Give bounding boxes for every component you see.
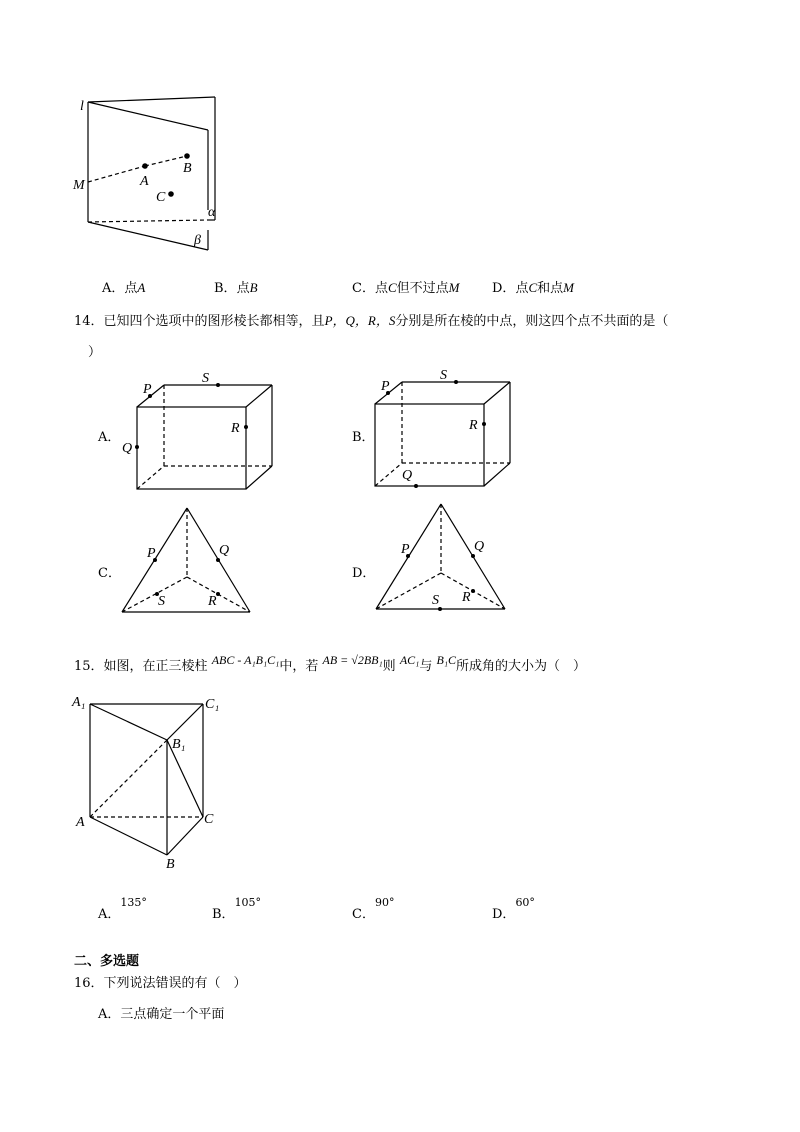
label-m: M [73,178,85,193]
prism-label-c1: C₁ [205,697,220,712]
cube-b-label-s: S [440,368,447,383]
q13-option-b: B．点B [214,280,258,296]
q16-stem: 16．下列说法错误的有（ ） [74,976,247,991]
cube-a-label-r: R [231,421,240,436]
q14-option-c-letter: C． [98,566,121,581]
tetra-c-label-p: P [147,546,156,561]
q14-stem: 14．已知四个选项中的图形棱长都相等，且P，Q，R，S分别是所在棱的中点，则这四个点不共面的是（ [74,313,669,329]
tetra-c-label-q: Q [219,543,230,558]
tetra-d-label-p: P [401,542,410,557]
label-beta: β [194,233,201,248]
q14-option-d-letter: D． [352,566,376,581]
tetra-c-label-s: S [158,594,165,609]
prism-label-a1: A₁ [72,695,86,710]
q13-option-c: C．点C但不过点M [352,280,460,296]
prism-label-a: A [76,815,85,830]
q13-option-a: A．点A [102,280,146,296]
prism-label-b1: B₁ [172,737,186,752]
label-a: A [140,174,149,189]
label-alpha: α [208,205,216,220]
q15-option-d: D．$^{60^\circ}$ [492,896,535,922]
tetra-d-label-q: Q [474,539,485,554]
q14-option-b-letter: B． [352,430,375,445]
cube-b-label-q: Q [402,468,413,483]
q16-option-a: A．三点确定一个平面 [98,1007,225,1022]
prism-label-b: B [166,857,175,872]
cube-b-label-p: P [381,379,390,394]
label-c: C [156,190,166,205]
prism-label-c: C [204,812,214,827]
label-l: l [80,99,84,114]
tetra-c-label-r: R [208,594,217,609]
q13-option-d: D．点C和点M [492,280,574,296]
cube-a-label-s: S [202,371,209,386]
tetra-d-label-s: S [432,593,439,608]
section-title: 二、多选题 [74,954,140,969]
q14-stem-close: ） [88,345,102,360]
q14-option-a-letter: A． [98,430,121,445]
q15-option-c: C．$^{90^\circ}$ [352,896,395,922]
q15-option-b: B．$^{105^\circ}$ [212,896,262,922]
tetra-d-label-r: R [462,590,471,605]
cube-a-label-p: P [143,382,152,397]
cube-b-label-r: R [469,418,478,433]
cube-a-label-q: Q [122,441,133,456]
q15-option-a: A．$^{135^\circ}$ [98,896,147,922]
q15-stem: 15．如图，在正三棱柱 ABC - A₁B₁C₁中，若 AB = √2BB₁则 AC₁与 B₁C所成角的大小为（ ） [74,653,587,674]
label-b: B [183,161,192,176]
